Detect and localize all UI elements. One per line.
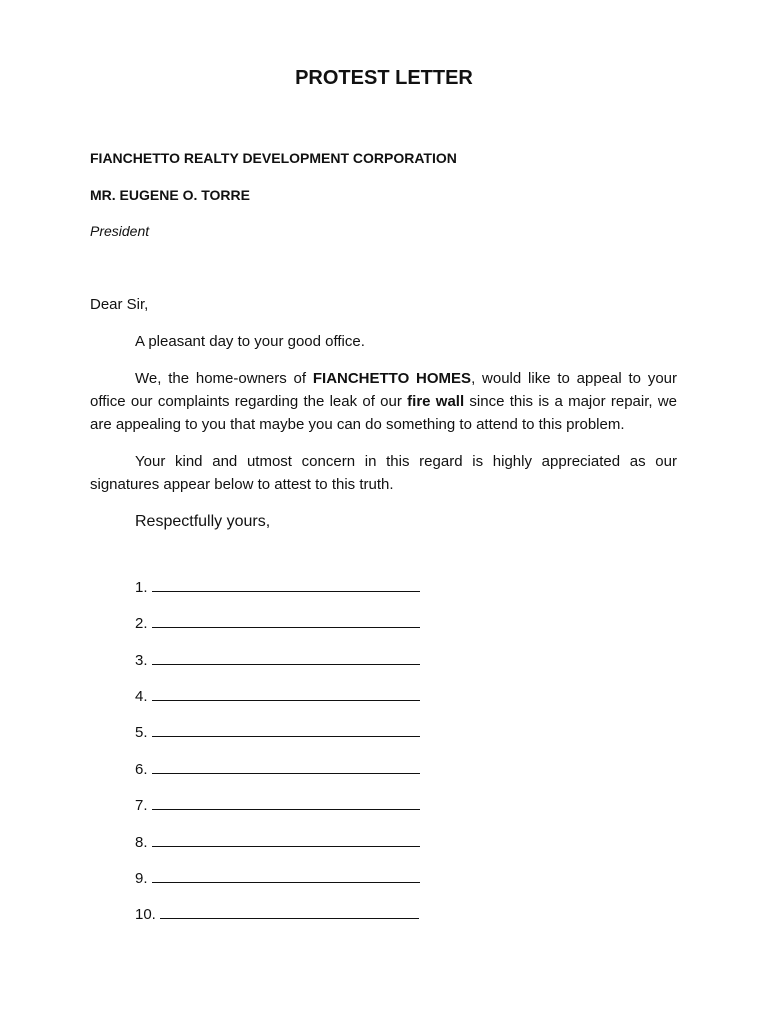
- signature-line[interactable]: [135, 867, 420, 890]
- signature-number: 1.: [135, 579, 148, 596]
- paragraph-text: , would like to appeal to your office our complaints regarding the leak of our: [90, 370, 677, 410]
- recipient-company: FIANCHETTO REALTY DEVELOPMENT CORPORATION: [90, 150, 457, 166]
- signature-rule: [152, 686, 420, 701]
- recipient-name: MR. EUGENE O. TORRE: [90, 187, 250, 203]
- signature-number: 8.: [135, 834, 148, 851]
- signature-line[interactable]: [135, 831, 420, 854]
- paragraph-text: We, the home-owners of: [135, 370, 313, 387]
- greeting: A pleasant day to your good office.: [135, 333, 365, 350]
- signature-number: 6.: [135, 761, 148, 778]
- signature-line[interactable]: [135, 685, 420, 708]
- signature-number: 7.: [135, 797, 148, 814]
- signature-line[interactable]: [135, 794, 420, 817]
- signature-number: 9.: [135, 870, 148, 887]
- paragraph-appreciation: Your kind and utmost concern in this regard is highly appreciated as our signatures appear below to attest to this truth.: [90, 453, 677, 493]
- page-title: PROTEST LETTER: [295, 67, 473, 89]
- signature-line[interactable]: [135, 576, 420, 599]
- closing: Respectfully yours,: [135, 513, 271, 530]
- signature-rule: [152, 613, 420, 628]
- paragraph-complaint: [90, 367, 677, 436]
- signature-rule: [152, 759, 420, 774]
- signature-rule: [152, 650, 420, 665]
- signature-rule: [152, 868, 420, 883]
- signature-line[interactable]: [135, 649, 420, 672]
- recipient-position: President: [90, 223, 150, 239]
- paragraph-text: since this is a major repair, we are appealing to you that maybe you can do something to attend to this problem.: [90, 393, 678, 433]
- signature-line[interactable]: [135, 903, 419, 926]
- signature-number: 4.: [135, 688, 148, 705]
- signature-number: 2.: [135, 615, 148, 632]
- signature-number: 5.: [135, 724, 148, 741]
- fire-wall-term: fire wall: [407, 393, 465, 410]
- signature-rule: [152, 832, 420, 847]
- salutation: Dear Sir,: [90, 296, 149, 313]
- signature-rule: [152, 795, 420, 810]
- signature-line[interactable]: [135, 721, 420, 744]
- signature-line[interactable]: [135, 758, 420, 781]
- signature-rule: [152, 722, 420, 737]
- signature-rule: [160, 904, 419, 919]
- signature-rule: [152, 577, 420, 592]
- signature-line[interactable]: [135, 612, 420, 635]
- development-name: FIANCHETTO HOMES: [312, 370, 472, 387]
- signature-number: 3.: [135, 652, 148, 669]
- signature-number: 10.: [135, 906, 156, 923]
